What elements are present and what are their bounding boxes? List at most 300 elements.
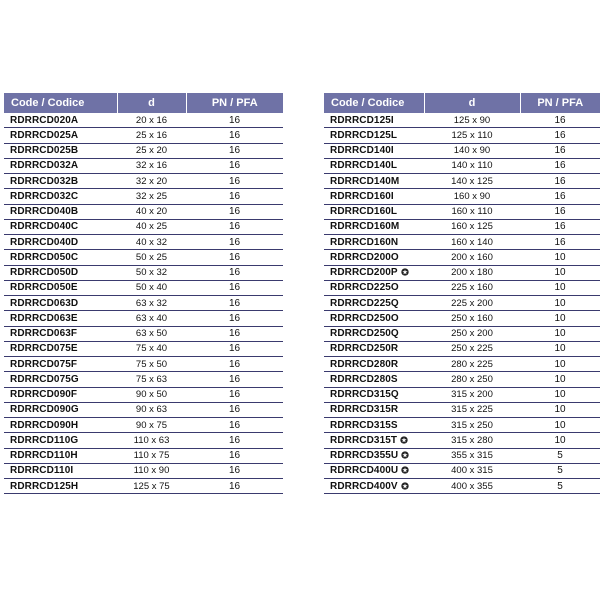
table-row (4, 250, 283, 265)
row-code-text: RDRRCD063E (10, 312, 78, 324)
row-dimension-text: 315 x 200 (451, 389, 493, 401)
row-code (4, 372, 117, 387)
row-code (324, 265, 424, 280)
row-dimension-text: 140 x 110 (451, 160, 493, 172)
table-row (4, 448, 283, 463)
row-dimension (424, 250, 520, 265)
row-pressure (186, 158, 283, 173)
row-pressure (186, 341, 283, 356)
row-dimension (424, 433, 520, 448)
header-d: d (117, 93, 186, 113)
row-dimension-text: 250 x 200 (451, 328, 493, 340)
row-dimension (424, 113, 520, 128)
table-row (4, 311, 283, 326)
row-pressure (186, 296, 283, 311)
row-pressure-text: 5 (557, 465, 563, 477)
row-code (324, 189, 424, 204)
row-pressure (186, 357, 283, 372)
star-circle-icon (401, 482, 409, 490)
row-pressure-text: 16 (228, 129, 241, 141)
row-pressure (520, 341, 600, 356)
row-code-text: RDRRCD140L (330, 160, 398, 172)
table-row (324, 143, 600, 158)
row-code (324, 174, 424, 189)
row-code-text: RDRRCD125L (330, 129, 398, 141)
row-code (324, 479, 424, 494)
row-pressure-text: 16 (228, 358, 241, 370)
row-pressure (186, 418, 283, 433)
row-pressure (186, 448, 283, 463)
row-code (4, 265, 117, 280)
row-pressure-text: 16 (554, 221, 566, 233)
row-dimension-text: 250 x 160 (451, 312, 493, 324)
row-code (324, 402, 424, 417)
table-row (4, 357, 283, 372)
table-row (324, 280, 600, 295)
row-dimension-text: 90 x 50 (135, 389, 168, 401)
table-row (324, 357, 600, 372)
row-pressure (520, 448, 600, 463)
row-dimension-text: 20 x 16 (135, 114, 168, 126)
row-pressure (520, 113, 600, 128)
row-code (4, 433, 117, 448)
row-code-text: RDRRCD125H (10, 480, 79, 492)
star-circle-icon (400, 436, 408, 444)
table-row (324, 204, 600, 219)
row-code (324, 418, 424, 433)
table-row (324, 296, 600, 311)
row-pressure-text: 16 (228, 236, 241, 248)
row-pressure-text: 16 (228, 404, 241, 416)
row-code-text: RDRRCD025A (10, 129, 79, 141)
row-code-text: RDRRCD025B (10, 145, 79, 157)
table-row (324, 265, 600, 280)
row-pressure (520, 433, 600, 448)
row-pressure-text: 16 (554, 236, 566, 248)
row-pressure (520, 204, 600, 219)
row-pressure (520, 463, 600, 478)
row-code-text: RDRRCD040C (10, 221, 79, 233)
row-code (324, 113, 424, 128)
row-code (4, 128, 117, 143)
row-dimension (424, 280, 520, 295)
row-dimension (117, 280, 186, 295)
row-dimension-text: 110 x 63 (133, 434, 170, 446)
row-code-text: RDRRCD032C (10, 190, 79, 202)
row-pressure (186, 219, 283, 234)
row-pressure (186, 433, 283, 448)
row-pressure-text: 16 (228, 450, 241, 462)
header-d: d (424, 93, 520, 113)
row-pressure-text: 10 (554, 389, 566, 401)
row-code-text: RDRRCD050D (10, 267, 79, 279)
row-pressure-text: 16 (228, 160, 241, 172)
row-pressure-text: 16 (228, 190, 241, 202)
row-dimension-text: 280 x 250 (451, 373, 493, 385)
row-dimension (424, 357, 520, 372)
row-pressure (520, 372, 600, 387)
row-pressure (186, 372, 283, 387)
row-code-text: RDRRCD110G (10, 434, 79, 446)
row-dimension-text: 63 x 40 (135, 312, 168, 324)
row-code-text: RDRRCD250O (330, 312, 399, 324)
row-dimension-text: 315 x 250 (451, 419, 493, 431)
row-pressure-text: 16 (228, 312, 241, 324)
table-row (4, 158, 283, 173)
row-code (4, 158, 117, 173)
row-dimension (424, 204, 520, 219)
table-row (324, 387, 600, 402)
row-pressure-text: 10 (554, 358, 566, 370)
row-code (324, 463, 424, 478)
row-dimension-text: 50 x 25 (135, 251, 168, 263)
table-row (324, 128, 600, 143)
row-dimension-text: 75 x 40 (135, 343, 168, 355)
row-code-text: RDRRCD110H (10, 450, 78, 462)
row-dimension (424, 372, 520, 387)
table-row (4, 341, 283, 356)
row-dimension-text: 25 x 16 (135, 129, 168, 141)
row-pressure (186, 265, 283, 280)
table-row (324, 479, 600, 494)
row-code-text: RDRRCD315T (330, 434, 398, 446)
row-dimension (117, 357, 186, 372)
table-row (4, 326, 283, 341)
row-pressure (520, 265, 600, 280)
row-dimension-text: 355 x 315 (451, 450, 493, 462)
table-header-row (4, 93, 283, 113)
row-dimension (117, 158, 186, 173)
row-dimension (424, 326, 520, 341)
row-code (324, 372, 424, 387)
row-code (4, 280, 117, 295)
row-pressure (520, 128, 600, 143)
row-code (4, 463, 117, 478)
table-row (4, 128, 283, 143)
row-code (324, 143, 424, 158)
table-row (324, 219, 600, 234)
row-pressure-text: 16 (228, 206, 241, 218)
table-row (324, 326, 600, 341)
row-pressure (186, 204, 283, 219)
row-dimension-text: 225 x 160 (451, 282, 493, 294)
star-circle-icon (401, 451, 409, 459)
row-dimension (117, 265, 186, 280)
row-code-text: RDRRCD050C (10, 251, 79, 263)
row-pressure (186, 143, 283, 158)
row-dimension (424, 341, 520, 356)
row-pressure (186, 128, 283, 143)
row-pressure-text: 16 (228, 114, 241, 126)
row-dimension-text: 75 x 50 (135, 358, 168, 370)
row-pressure (520, 250, 600, 265)
row-pressure-text: 16 (228, 145, 241, 157)
table-row (324, 250, 600, 265)
table-row (324, 174, 600, 189)
row-dimension (117, 341, 186, 356)
row-code-text: RDRRCD075F (10, 358, 78, 370)
row-code (324, 311, 424, 326)
table-row (4, 296, 283, 311)
row-pressure (186, 250, 283, 265)
row-pressure (520, 311, 600, 326)
row-pressure-text: 16 (228, 373, 241, 385)
row-dimension (117, 372, 186, 387)
row-dimension (424, 418, 520, 433)
row-dimension (117, 326, 186, 341)
table-row (324, 433, 600, 448)
table-row (324, 463, 600, 478)
row-code-text: RDRRCD250R (330, 343, 399, 355)
row-dimension (117, 204, 186, 219)
row-code-text: RDRRCD200P (330, 267, 398, 279)
row-dimension (117, 113, 186, 128)
row-dimension-text: 63 x 50 (135, 328, 168, 340)
row-pressure (186, 402, 283, 417)
row-pressure-text: 16 (228, 175, 241, 187)
row-code-text: RDRRCD280R (330, 358, 399, 370)
row-code (324, 433, 424, 448)
row-dimension-text: 90 x 75 (135, 419, 168, 431)
row-pressure-text: 5 (557, 450, 563, 462)
table-row (324, 235, 600, 250)
table-row (4, 479, 283, 494)
row-code-text: RDRRCD063F (10, 328, 78, 340)
row-pressure-text: 10 (554, 297, 566, 309)
row-dimension (117, 418, 186, 433)
row-code (4, 189, 117, 204)
row-dimension (424, 265, 520, 280)
row-pressure-text: 10 (554, 434, 566, 446)
row-pressure (520, 143, 600, 158)
row-dimension-text: 315 x 280 (451, 434, 493, 446)
row-dimension-text: 40 x 25 (135, 221, 168, 233)
row-dimension (424, 448, 520, 463)
row-pressure-text: 5 (557, 480, 563, 492)
row-dimension-text: 40 x 32 (135, 236, 168, 248)
row-dimension-text: 125 x 90 (453, 114, 491, 126)
table-row (324, 402, 600, 417)
row-dimension-text: 200 x 180 (451, 267, 493, 279)
row-code-text: RDRRCD032B (10, 175, 79, 187)
row-dimension-text: 125 x 75 (133, 480, 170, 492)
row-pressure (520, 219, 600, 234)
row-pressure (186, 326, 283, 341)
row-dimension-text: 63 x 32 (135, 297, 168, 309)
row-pressure-text: 10 (554, 373, 566, 385)
row-code (324, 448, 424, 463)
row-code-text: RDRRCD090F (10, 389, 78, 401)
row-code (324, 296, 424, 311)
row-code-text: RDRRCD050E (10, 282, 78, 294)
row-pressure-text: 16 (554, 114, 566, 126)
row-code-text: RDRRCD032A (10, 160, 79, 172)
table-row (4, 219, 283, 234)
row-dimension-text: 160 x 110 (451, 206, 493, 218)
row-pressure (520, 479, 600, 494)
row-pressure-text: 16 (228, 480, 241, 492)
row-code-text: RDRRCD250Q (330, 328, 399, 340)
row-dimension (117, 235, 186, 250)
row-code (4, 113, 117, 128)
row-code-text: RDRRCD090H (10, 419, 79, 431)
row-dimension-text: 40 x 20 (135, 206, 168, 218)
row-pressure (520, 387, 600, 402)
table-row (324, 341, 600, 356)
row-pressure (186, 280, 283, 295)
row-code-text: RDRRCD160M (330, 221, 400, 233)
row-code-text: RDRRCD315R (330, 404, 399, 416)
row-code (4, 479, 117, 494)
row-code-text: RDRRCD280S (330, 373, 398, 385)
row-pressure-text: 16 (228, 419, 241, 431)
row-code-text: RDRRCD075G (10, 373, 79, 385)
row-code (324, 357, 424, 372)
product-table-right (324, 93, 600, 494)
row-code-text: RDRRCD160I (330, 190, 394, 202)
row-code-text: RDRRCD090G (10, 404, 79, 416)
row-code-text: RDRRCD355U (330, 450, 399, 462)
row-code (4, 402, 117, 417)
row-dimension (424, 174, 520, 189)
row-dimension (117, 433, 186, 448)
table-row (4, 204, 283, 219)
row-code-text: RDRRCD200O (330, 251, 399, 263)
row-pressure (520, 158, 600, 173)
row-pressure-text: 16 (554, 145, 566, 157)
row-dimension-text: 75 x 63 (135, 373, 168, 385)
row-dimension (117, 479, 186, 494)
row-code-text: RDRRCD125I (330, 114, 394, 126)
row-pressure-text: 16 (228, 465, 241, 477)
row-dimension (117, 387, 186, 402)
table-row (4, 189, 283, 204)
row-code (4, 174, 117, 189)
row-dimension-text: 125 x 110 (451, 129, 493, 141)
row-dimension-text: 110 x 75 (133, 450, 170, 462)
row-dimension (424, 158, 520, 173)
row-code (324, 341, 424, 356)
row-pressure-text: 16 (228, 282, 241, 294)
row-code (4, 311, 117, 326)
row-dimension (424, 463, 520, 478)
table-row (4, 143, 283, 158)
row-pressure (186, 479, 283, 494)
table-row (4, 463, 283, 478)
table-row (324, 113, 600, 128)
row-pressure-text: 10 (554, 312, 566, 324)
row-code-text: RDRRCD225O (330, 282, 399, 294)
row-pressure-text: 16 (228, 434, 241, 446)
row-pressure (186, 311, 283, 326)
row-code-text: RDRRCD400V (330, 480, 398, 492)
table-row (4, 372, 283, 387)
row-code (324, 326, 424, 341)
table-row (324, 448, 600, 463)
table-row (4, 113, 283, 128)
header-pn: PN / PFA (520, 93, 600, 113)
row-dimension-text: 50 x 32 (135, 267, 168, 279)
row-dimension-text: 315 x 225 (451, 404, 493, 416)
row-dimension-text: 160 x 90 (453, 190, 491, 202)
header-code: Code / Codice (324, 93, 424, 113)
row-code (324, 235, 424, 250)
header-pn: PN / PFA (186, 93, 283, 113)
row-pressure (186, 463, 283, 478)
row-dimension-text: 90 x 63 (135, 404, 168, 416)
row-pressure (520, 357, 600, 372)
row-code (4, 143, 117, 158)
row-pressure-text: 16 (228, 251, 241, 263)
row-pressure (520, 296, 600, 311)
row-dimension-text: 160 x 140 (451, 236, 493, 248)
row-code-text: RDRRCD160N (330, 236, 399, 248)
row-dimension (424, 219, 520, 234)
row-dimension-text: 400 x 355 (451, 480, 493, 492)
row-pressure (520, 235, 600, 250)
row-pressure-text: 10 (554, 251, 566, 263)
row-pressure-text: 16 (554, 160, 566, 172)
row-code (324, 158, 424, 173)
table-row (324, 418, 600, 433)
row-pressure (520, 326, 600, 341)
row-dimension (117, 128, 186, 143)
row-dimension-text: 140 x 125 (451, 175, 493, 187)
row-dimension-text: 200 x 160 (451, 251, 493, 263)
row-pressure-text: 16 (554, 129, 566, 141)
row-code (4, 204, 117, 219)
table-row (4, 174, 283, 189)
table-row (4, 402, 283, 417)
product-table-left (4, 93, 283, 494)
row-dimension (424, 235, 520, 250)
row-dimension (424, 296, 520, 311)
row-dimension-text: 110 x 90 (133, 465, 170, 477)
table-row (324, 158, 600, 173)
row-dimension-text: 32 x 20 (135, 175, 168, 187)
row-code (324, 219, 424, 234)
row-pressure (520, 418, 600, 433)
row-dimension (424, 311, 520, 326)
row-pressure (520, 402, 600, 417)
row-code-text: RDRRCD020A (10, 114, 79, 126)
row-code (4, 235, 117, 250)
table-row (4, 235, 283, 250)
row-code-text: RDRRCD160L (330, 206, 398, 218)
row-dimension (424, 479, 520, 494)
row-code (324, 250, 424, 265)
row-pressure (520, 189, 600, 204)
row-dimension-text: 25 x 20 (135, 145, 168, 157)
row-code-text: RDRRCD140M (330, 175, 400, 187)
table-row (324, 372, 600, 387)
row-code (4, 250, 117, 265)
row-pressure-text: 10 (554, 343, 566, 355)
row-pressure-text: 16 (228, 389, 241, 401)
star-circle-icon (401, 268, 409, 276)
row-dimension-text: 400 x 315 (451, 465, 493, 477)
table-row (324, 311, 600, 326)
row-dimension (117, 463, 186, 478)
row-dimension (424, 128, 520, 143)
row-dimension (424, 402, 520, 417)
row-pressure (186, 235, 283, 250)
row-pressure-text: 16 (228, 221, 241, 233)
row-code (4, 418, 117, 433)
row-pressure (186, 189, 283, 204)
row-code-text: RDRRCD400U (330, 465, 399, 477)
row-code-text: RDRRCD040D (10, 236, 79, 248)
